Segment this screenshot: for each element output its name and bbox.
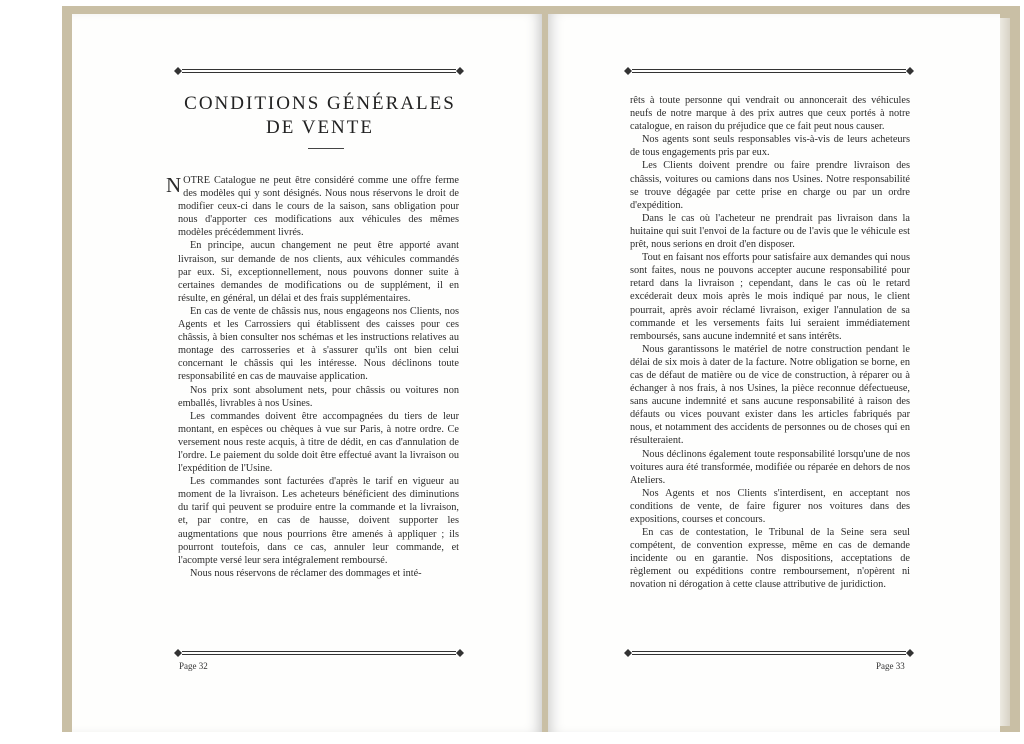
title-line-2: DE VENTE bbox=[266, 117, 374, 138]
rule-ornament-icon bbox=[456, 67, 464, 75]
title-underline bbox=[308, 148, 344, 149]
paragraph: NOTRE Catalogue ne peut être considéré comme une offre ferme des modèles qui y sont désignés. Nous nous réservons le droit de modifier ceux-ci dans le cours de la saison, sans obligation pour nous d'apporter ces modifications aux véhicules des mêmes modèles précédemment livrés. bbox=[166, 173, 459, 239]
rule-ornament-icon bbox=[174, 649, 182, 657]
paragraph: rêts à toute personne qui vendrait ou annoncerait des véhicules neufs de notre marque à des prix autres que ceux portés à notre catalogue, en raison du préjudice que ce fait peut nous causer. bbox=[630, 95, 910, 133]
drop-cap: N bbox=[166, 173, 182, 197]
paragraph: Dans le cas où l'acheteur ne prendrait pas livraison dans la huitaine qui suit l'envoi de la facture ou de l'avis que le véhicule est prêt, nous serions en droit d'en disposer. bbox=[630, 212, 910, 251]
right-top-rule bbox=[624, 68, 914, 74]
paragraph: En cas de vente de châssis nus, nous engageons nos Clients, nos Agents et les Carrossiers qui établissent des caisses pour ces châssis, à bien consulter nos schémas et les instructions relatives au montage des carrosseries et à s'assurer qu'ils ont bien celui concernant le châssis qui les intéresse. Nous déclinons toute responsabilité en cas de mauvaise application. bbox=[178, 305, 459, 383]
rule-ornament-icon bbox=[456, 649, 464, 657]
paragraph: Nos prix sont absolument nets, pour châssis ou voitures non emballés, livrables à nos Usines. bbox=[178, 384, 459, 409]
page-number-left: Page 32 bbox=[179, 661, 208, 671]
paragraph: Nos Agents et nos Clients s'interdisent, en acceptant nos conditions de vente, de faire figurer nos voitures dans des expositions, courses et concours. bbox=[630, 487, 910, 525]
title-line-1: CONDITIONS GÉNÉRALES bbox=[184, 93, 456, 114]
left-bottom-rule bbox=[174, 650, 464, 656]
right-bottom-rule bbox=[624, 650, 914, 656]
paragraph: Nous garantissons le matériel de notre construction pendant le délai de six mois à dater de la facture. Notre obligation se borne, en cas de défaut de matière ou de vice de construction, à réparer ou à échanger à nos frais, à nos Usines, la pièce reconnue défectueuse, sans aucune indemnité et sans aucune responsabilité à raison des défauts ou vices pouvant exister dans les articles fabriqués par nous, et notamment des accidents de personnes ou de choses qui en résulteraient. bbox=[630, 343, 910, 447]
right-text-column bbox=[630, 94, 910, 592]
paragraph: En principe, aucun changement ne peut être apporté avant livraison, sur demande de nos clients, aux véhicules commandés par eux. Si, exceptionnellement, nous pouvons donner suite à certaines demandes de modifications ou de supplément, il en résulte, en général, un délai et des frais supplémentaires. bbox=[178, 240, 459, 304]
rule-ornament-icon bbox=[174, 67, 182, 75]
rule-ornament-icon bbox=[906, 67, 914, 75]
paragraph: Les commandes doivent être accompagnées du tiers de leur montant, en espèces ou chèques à vue sur Paris, à notre ordre. Ce versement nous reste acquis, à titre de dédit, en cas d'annulation de l'ordre. Le paiement du solde doit être effectué avant la livraison ou l'expédition de l'Usine. bbox=[178, 410, 459, 475]
paragraph: Nous nous réservons de réclamer des dommages et inté- bbox=[190, 567, 422, 579]
paragraph: Les commandes sont facturées d'après le tarif en vigueur au moment de la livraison. Les acheteurs bénéficient des diminutions du tarif qui peuvent se produire entre la commande et la livraison, et, par contre, en cas de hausse, doivent supporter les augmentations que nous pourrions être amenés à appliquer ; ils pourront toutefois, dans ce cas, annuler leur commande, et l'acompte versé leur sera intégralement remboursé. bbox=[178, 476, 459, 566]
paragraph: En cas de contestation, le Tribunal de la Seine sera seul compétent, de convention expresse, même en cas de demande incidente ou en garantie. Nos dispositions, acceptations de règlement ou expéditions contre remboursement, n'opèrent ni novation ni dérogation à cette clause attributive de juridiction. bbox=[630, 527, 910, 591]
rule-ornament-icon bbox=[906, 649, 914, 657]
left-text-column bbox=[166, 173, 459, 580]
rule-ornament-icon bbox=[624, 67, 632, 75]
page-number-right: Page 33 bbox=[876, 661, 905, 671]
left-top-rule bbox=[174, 68, 464, 74]
paragraph: Nos agents sont seuls responsables vis-à-vis de leurs acheteurs de tous engagements pris par eux. bbox=[630, 134, 910, 159]
page-edge bbox=[1000, 18, 1010, 726]
rule-ornament-icon bbox=[624, 649, 632, 657]
page-title bbox=[170, 92, 470, 140]
paragraph: Tout en faisant nos efforts pour satisfaire aux demandes qui nous sont faites, nous ne pouvons accepter aucune responsabilité pour retard dans la livraison ; cependant, dans le cas où le retard excéderait deux mois après le mois indiqué par nous, le client pourrait, après avoir réclamé livraison, exiger l'annulation de sa commande et les versements faits lui seraient immédiatement remboursés, sans aucune indemnité et sans intérêts. bbox=[630, 252, 910, 342]
paragraph: Nous déclinons également toute responsabilité lorsqu'une de nos voitures aura été transformée, modifiée ou réparée en dehors de nos Ateliers. bbox=[630, 448, 910, 486]
paragraph: Les Clients doivent prendre ou faire prendre livraison des châssis, voitures ou camions dans nos Usines. Notre responsabilité se trouve dégagée par cette prise en charge ou par un ordre d'expédition. bbox=[630, 160, 910, 211]
